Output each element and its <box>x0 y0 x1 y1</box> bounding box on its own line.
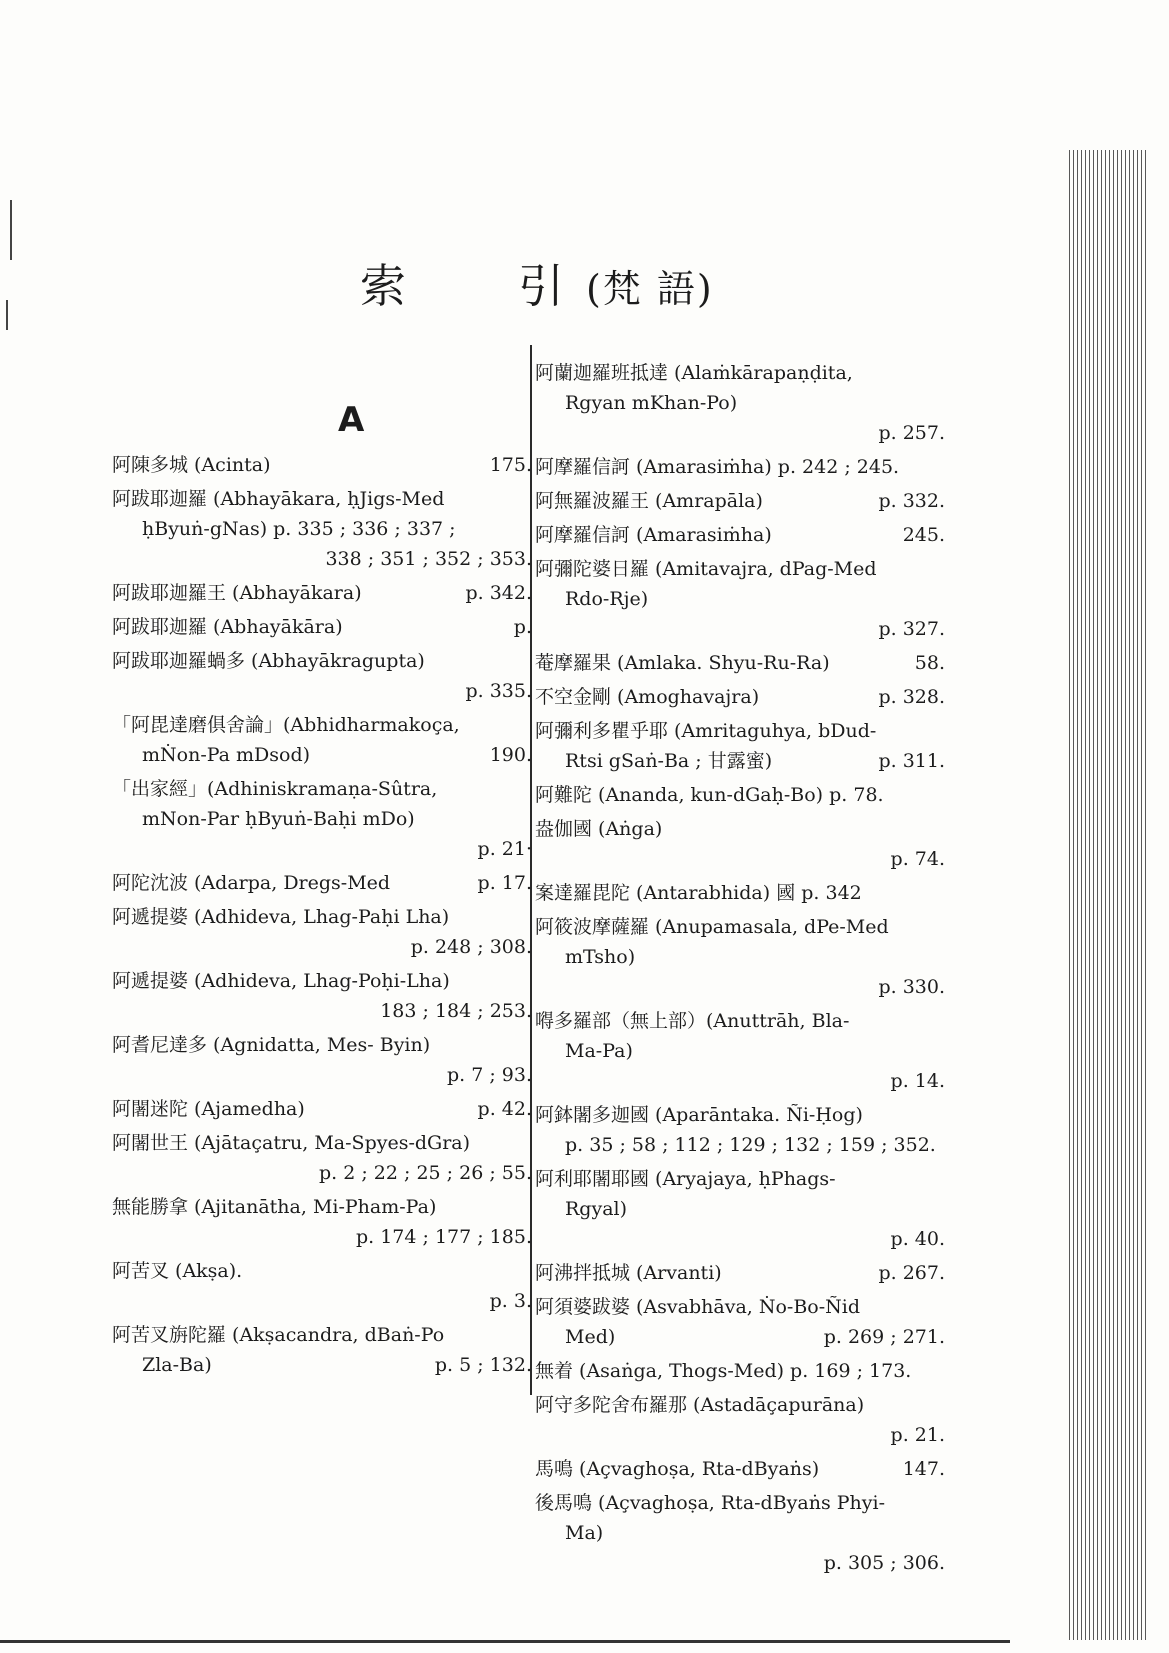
entry-page-ref: 147. <box>902 1458 945 1480</box>
entry-page-ref: p. 3. <box>489 1290 532 1312</box>
entry-continuation: p. 35 ; 58 ; 112 ; 129 ; 132 ; 159 ; 352. <box>565 1134 936 1156</box>
entry-continuation: Rgyan mKhan-Po) <box>565 392 738 414</box>
index-entry <box>112 646 532 706</box>
entry-heading: 阿摩羅信訶 (Amarasiṁha) <box>535 524 772 546</box>
entry-page-ref: p. 332. <box>878 490 945 512</box>
index-entry <box>112 612 532 642</box>
entry-continuation: ḥByuṅ-gNas) p. 335 ; 336 ; 337 ; <box>142 518 456 540</box>
entry-continuation: mTsho) <box>565 946 636 968</box>
entry-page-ref: 338 ; 351 ; 352 ; 353. <box>325 548 532 570</box>
entry-heading: 阿沸拌抵城 (Arvanti) <box>535 1262 722 1284</box>
entry-heading: 盎伽國 (Aṅga) <box>535 818 663 840</box>
index-entry <box>535 358 945 448</box>
entry-heading: 不空金剛 (Amoghavajra) <box>535 686 760 708</box>
entry-heading: 阿跋耶迦羅王 (Abhayākara) <box>112 582 362 604</box>
entry-heading: 阿跋耶迦羅 (Abhayākara, ḥJigs-Med <box>112 488 445 510</box>
entry-heading: 無能勝拿 (Ajitanātha, Mi-Pham-Pa) <box>112 1196 437 1218</box>
entry-continuation: mṄon-Pa mDsod) <box>142 744 311 766</box>
title-subtitle: (梵 語) <box>586 267 714 311</box>
entry-page-ref: p. 21· <box>477 838 532 860</box>
entry-page-ref: p. 269 ; 271. <box>823 1326 945 1348</box>
entry-heading: 阿遞提婆 (Adhideva, Lhag-Poḥi-Lha) <box>112 970 450 992</box>
entry-continuation: Rgyal) <box>565 1198 628 1220</box>
entry-page-ref: p. 21. <box>890 1424 945 1446</box>
index-entry <box>535 1100 945 1160</box>
bottom-rule <box>0 1640 1010 1643</box>
entry-page-ref: p. 5 ; 132. <box>434 1354 532 1376</box>
index-entry <box>535 486 945 516</box>
entry-page-ref: p. 311. <box>878 750 945 772</box>
entry-continuation: mNon-Par ḥByuṅ-Baḥi mDo) <box>142 808 415 830</box>
entry-page-ref: 190. <box>489 744 532 766</box>
entry-page-ref: 183 ; 184 ; 253. <box>380 1000 532 1022</box>
entry-page-ref: p. <box>513 616 532 638</box>
title-char-1: 索 <box>360 259 408 313</box>
index-entry <box>535 1390 945 1450</box>
entry-page-ref: p. 174 ; 177 ; 185. <box>355 1226 532 1248</box>
entry-page-ref: p. 267. <box>878 1262 945 1284</box>
entry-heading: 後馬鳴 (Açvaghoṣa, Rta-dByaṅs Phyi- <box>535 1492 886 1514</box>
index-entry <box>112 902 532 962</box>
index-entry <box>112 774 532 864</box>
entry-page-ref: p. 330. <box>878 976 945 998</box>
entry-heading: 阿須婆跋婆 (Asvabhāva, Ṅo-Bo-Ñid <box>535 1296 861 1318</box>
index-entry <box>535 648 945 678</box>
entry-heading: 阿彌利多瞿乎耶 (Amritaguhya, bDud- <box>535 720 877 742</box>
index-entry <box>112 966 532 1026</box>
entry-page-ref: p. 257. <box>878 422 945 444</box>
index-entry <box>112 1128 532 1188</box>
entry-page-ref: p. 305 ; 306. <box>823 1552 945 1574</box>
index-entry <box>535 1488 945 1578</box>
page-title <box>360 250 714 316</box>
entry-page-ref: 175. <box>489 454 532 476</box>
entry-heading: 「出家經」(Adhiniskramaṇa-Sûtra, <box>112 778 438 800</box>
index-entry <box>535 716 945 776</box>
entry-page-ref: p. 74. <box>890 848 945 870</box>
entry-heading: 阿蘭迦羅班抵達 (Alaṁkārapaṇḍita, <box>535 362 853 384</box>
index-column-left <box>112 450 532 1384</box>
page-edge-shading <box>1069 150 1149 1640</box>
entry-page-ref: 58. <box>914 652 945 674</box>
index-entry <box>112 1192 532 1252</box>
index-entry <box>112 1320 532 1380</box>
entry-page-ref: p. 40. <box>890 1228 945 1250</box>
index-entry <box>535 878 945 908</box>
index-entry <box>535 780 945 810</box>
entry-heading: 阿陳多城 (Acinta) <box>112 454 271 476</box>
entry-heading: 「阿毘達磨俱舍論」(Abhidharmakoça, <box>112 714 460 736</box>
entry-heading: 阿守多陀舍布羅那 (Astadāçapurāna) <box>535 1394 865 1416</box>
entry-heading: 菴摩羅果 (Amlaka. Shyu-Ru-Ra) <box>535 652 830 674</box>
index-entry <box>535 1454 945 1484</box>
index-entry <box>112 1030 532 1090</box>
entry-heading: 阿苦叉 (Akṣa). <box>112 1260 243 1282</box>
scan-mark <box>6 300 8 330</box>
entry-heading: 阿闍世王 (Ajātaçatru, Ma-Spyes-dGra) <box>112 1132 471 1154</box>
entry-continuation: Ma) <box>565 1522 604 1544</box>
entry-heading: 阿利耶闍耶國 (Aryajaya, ḥPhags- <box>535 1168 836 1190</box>
entry-heading: 阿耆尼達多 (Agnidatta, Mes- Byin) <box>112 1034 431 1056</box>
title-char-2: 引 <box>518 259 566 313</box>
entry-heading: 阿難陀 (Ananda, kun-dGaḥ-Bo) p. 78. <box>535 784 884 806</box>
entry-continuation: Rdo-Rje) <box>565 588 649 610</box>
index-column-right <box>535 358 945 1582</box>
index-entry <box>112 1256 532 1316</box>
index-entry <box>535 520 945 550</box>
entry-heading: 阿無羅波羅王 (Amrapāla) <box>535 490 763 512</box>
entry-continuation: Zla-Ba) <box>142 1354 212 1376</box>
entry-heading: 阿遞提婆 (Adhideva, Lhag-Paḥi Lha) <box>112 906 450 928</box>
index-entry <box>112 710 532 770</box>
entry-heading: 阿摩羅信訶 (Amarasiṁha) p. 242 ; 245. <box>535 456 900 478</box>
entry-page-ref: p. 17. <box>477 872 532 894</box>
entry-page-ref: p. 327. <box>878 618 945 640</box>
index-entry <box>535 912 945 1002</box>
index-entry <box>535 1006 945 1096</box>
entry-heading: 馬鳴 (Açvaghoṣa, Rta-dByaṅs) <box>535 1458 820 1480</box>
entry-continuation: Med) <box>565 1326 616 1348</box>
index-entry <box>112 450 532 480</box>
entry-heading: 阿鉢闍多迦國 (Aparāntaka. Ñi-Ḥog) <box>535 1104 863 1126</box>
entry-page-ref: p. 342. <box>465 582 532 604</box>
entry-heading: 案達羅毘陀 (Antarabhida) 國 p. 342 <box>535 882 862 904</box>
index-entry <box>535 1356 945 1386</box>
index-entry <box>112 484 532 574</box>
entry-heading: 阿彌陀婆日羅 (Amitavajra, dPag-Med <box>535 558 877 580</box>
index-entry <box>535 1258 945 1288</box>
index-entry <box>535 452 945 482</box>
entry-heading: 阿跋耶迦羅蝸多 (Abhayākragupta) <box>112 650 425 672</box>
entry-heading: 阿苦叉旃陀羅 (Akṣacandra, dBaṅ-Po <box>112 1324 445 1346</box>
index-entry <box>535 1164 945 1254</box>
entry-heading: 阿筱波摩薩羅 (Anupamasala, dPe-Med <box>535 916 889 938</box>
index-entry <box>112 868 532 898</box>
entry-heading: 阿陀沈波 (Adarpa, Dregs-Med <box>112 872 391 894</box>
entry-continuation: Rtsi gSaṅ-Ba ; 甘露蜜) <box>565 750 773 772</box>
scan-mark <box>10 200 12 260</box>
index-entry <box>535 554 945 644</box>
index-entry <box>535 682 945 712</box>
entry-page-ref: p. 14. <box>890 1070 945 1092</box>
entry-heading: 阿跋耶迦羅 (Abhayākāra) <box>112 616 343 638</box>
index-entry <box>112 578 532 608</box>
section-letter: A <box>338 400 365 440</box>
entry-page-ref: p. 248 ; 308. <box>410 936 532 958</box>
index-entry <box>535 814 945 874</box>
entry-page-ref: p. 7 ; 93. <box>446 1064 532 1086</box>
entry-continuation: Ma-Pa) <box>565 1040 633 1062</box>
entry-page-ref: 245. <box>902 524 945 546</box>
entry-page-ref: p. 335. <box>465 680 532 702</box>
index-entry <box>112 1094 532 1124</box>
entry-heading: 嘚多羅部（無上部）(Anuttrāh, Bla- <box>535 1010 850 1032</box>
entry-heading: 阿闍迷陀 (Ajamedha) <box>112 1098 305 1120</box>
entry-page-ref: p. 42. <box>477 1098 532 1120</box>
entry-heading: 無着 (Asaṅga, Thogs-Med) p. 169 ; 173. <box>535 1360 912 1382</box>
index-entry <box>535 1292 945 1352</box>
entry-page-ref: p. 2 ; 22 ; 25 ; 26 ; 55. <box>319 1162 532 1184</box>
entry-page-ref: p. 328. <box>878 686 945 708</box>
